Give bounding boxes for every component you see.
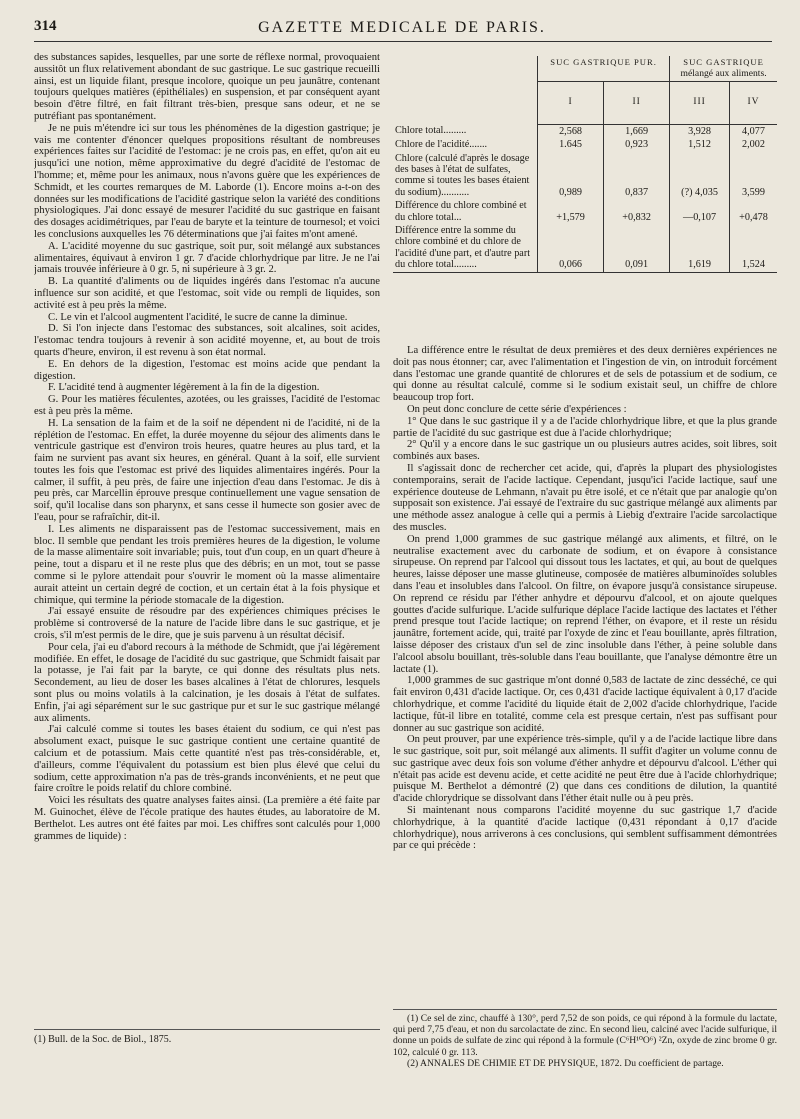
paragraph: H. La sensation de la faim et de la soif ne dépendent ni de l'acidité, ni de la réplétion de l'estomac. En effet, la durée moyenne du séjour des aliments dans le ventricule gastrique est d'environ trois heures, quatre heures au plus tard, et la faim ne survient pas avant six heures, en général. Quant à la soif, elle survient toutes les fois que l'estomac est privé des liquides alimentaires ingérés. Pour la calmer, il suffit, à peu près, de faire une injection d'eau dans l'estomac. Je dis à peu près, car Marcellin éprouve presque continuellement une vague sensation de soif, qu'il localise dans son pharynx, et sans cesse il humecte son gosier avec de l'eau, pour se rafraîchir, dit-il.	[34, 417, 380, 524]
paragraph: des substances sapides, lesquelles, par une sorte de réflexe normal, provoquaient aussitôt un flux relativement abondant de suc gastrique. Le suc gastrique recueilli ainsi, est un liquide filant, presque incolore, quoique un peu jaunâtre, contenant toujours quelques matières (épithéliales) en suspension, et par conséquent ayant besoin d'être filtré, en fait filtrant très-bien, presque sans odeur, et ne se putréfiant pas spontanément.	[34, 52, 380, 122]
paragraph: B. La quantité d'aliments ou de liquides ingérés dans l'estomac n'a aucune influence sur son acidité, et que l'estomac, soit vide ou rempli de liquides, son activité est à peu près la même.	[34, 276, 380, 311]
table-cell: 3,599	[729, 152, 777, 200]
paragraph: 1,000 grammes de suc gastrique m'ont donné 0,583 de lactate de zinc desséché, ce qui fait environ 0,431 d'acide lactique. Or, ces 0,431 d'acide lactique équivalent à 0,17 d'acide chlorhydrique, et comme l'acidité du liquide était de 2,002 d'acide chlorhydrique, l'acide lactique, fût-il libre en totalité, comme cela est presque certain, n'est pas suffisant pour donner au suc gastrique son acidité.	[393, 675, 777, 734]
paragraph: J'ai essayé ensuite de résoudre par des expériences chimiques précises le problème si controversé de la nature de l'acide libre dans le suc gastrique, et je crois, s'il m'est permis de le dire, que je suis parvenu à un résultat décisif.	[34, 606, 380, 642]
paragraph: A. L'acidité moyenne du suc gastrique, soit pur, soit mélangé aux substances alimentaires, équivaut à environ 1 gr. 7 d'acide chlorhydrique par litre. Je ne l'ai jamais trouvée inférieure à 0 gr. 5, ni supérieure à 3 gr. 2.	[34, 240, 380, 276]
paragraph: 2° Qu'il y a encore dans le suc gastrique un ou plusieurs autres acides, soit libres, soit combinés aux bases.	[393, 439, 777, 463]
paragraph: J'ai calculé comme si toutes les bases étaient du sodium, ce qui n'est pas absolument exact, puisque le suc gastrique contient une certaine quantité de calcium et de potassium. Mais cette quantité n'est pas très-considérable, et, d'ailleurs, comme l'équivalent du potassium est bien plus élevé que celui du sodium, cette approximation n'a pas de très-grands inconvénients, et ne peut que faire croître le poids relatif du chlore combiné.	[34, 724, 380, 795]
table-cell: +0,478	[729, 199, 777, 224]
column-header: III	[670, 81, 730, 124]
table-cell: 1,512	[670, 138, 730, 151]
header-pure-juice: SUC GASTRIQUE PUR.	[538, 56, 670, 81]
paragraph: 1° Que dans le suc gastrique il y a de l'acide chlorhydrique libre, et que la plus grande partie de l'acidité du suc gastrique est due à l'acide chlorhydrique;	[393, 415, 777, 439]
table-row	[393, 199, 777, 224]
paragraph: Voici les résultats des quatre analyses faites ainsi. (La première a été faite par M. Guinochet, élève de l'école pratique des hautes études, au laboratoire de M. Berthelot. Les autres ont été faites par moi. Les chiffres sont calculés pour 1,000 grammes de liquide) :	[34, 795, 380, 842]
paragraph: D. Si l'on injecte dans l'estomac des substances, soit alcalines, soit acides, l'estomac tendra toujours à revenir à son acidité moyenne, et, au bout de trois quarts d'heure, environ, il est revenu à son état normal.	[34, 323, 380, 358]
paragraph: Pour cela, j'ai eu d'abord recours à la méthode de Schmidt, que j'ai légèrement modifiée. En effet, le dosage de l'acidité du suc gastrique, que Schmidt faisait par la potasse, je l'ai fait par la baryte, ce qui donne des résultats plus nets. Secondement, au lieu de doser les bases alcalines à l'état de chlorures, lesquels sont plus ou moins volatils à la calcination, je les dosais à l'état de sulfates. Enfin, j'ai agi séparément sur le suc gastrique pur et sur le suc gastrique mélangé aux aliments.	[34, 641, 380, 724]
paragraph: Si maintenant nous comparons l'acidité moyenne du suc gastrique 1,7 d'acide chlorhydrique, à la quantité d'acide lactique (0,431 répondant à 0,17 d'acide chlorhydrique), nous arriverons à ces conclusions, qui semblent suffisamment démontrées par ce qui précède :	[393, 805, 777, 852]
row-label: Chlore de l'acidité.......	[395, 139, 488, 151]
table-cell: 0,923	[604, 138, 670, 151]
journal-title: GAZETTE MEDICALE DE PARIS.	[258, 19, 546, 36]
table-row	[393, 224, 777, 272]
page-header	[34, 18, 770, 40]
table-cell: 0,837	[604, 152, 670, 200]
table-cell: 1,524	[729, 224, 777, 272]
table-cell: 0,066	[538, 224, 604, 272]
table-cell: +1,579	[538, 199, 604, 224]
left-column	[34, 52, 380, 1018]
table-corner	[393, 81, 538, 124]
table-row	[393, 138, 777, 151]
analysis-table	[393, 56, 777, 273]
table-cell: 3,928	[670, 124, 730, 138]
footnote-rule	[393, 1009, 777, 1010]
header-rule	[34, 41, 772, 42]
footnote: (2) ANNALES DE CHIMIE ET DE PHYSIQUE, 1872. Du coefficient de partage.	[407, 1057, 724, 1069]
row-label: Différence entre la somme du chlore combiné et du chlore de l'acidité d'une part, et d'autre part du chlore total.........	[393, 224, 538, 272]
paragraph: On prend 1,000 grammes de suc gastrique mélangé aux aliments, et filtré, on le neutralise exactement avec du carbonate de sodium, et on évapore à consistance sirupeuse. On reprend par l'alcool qui dissout tous les lactates, et qui, au bout de quelques heures, laisse déposer une masse glutineuse, composée de matières albuminoïdes solubles dans l'eau et insolubles dans l'alcool. On filtre, on évapore jusqu'à consistance sirupeuse. On reprend ce résidu par l'éther anhydre et dépourvu d'alcool, et on ajoute quelques gouttes d'acide sulfurique. L'acide sulfurique déplace l'acide lactique des lactates et l'éther prend presque tout l'acide lactique; on reprend l'éther, on évapore, et il reste un résidu jaunâtre, fortement acide, qui, traité par l'oxyde de zinc et l'eau bouillante, après filtration, laisse déposer des cristaux d'un sel de zinc insoluble dans l'éther, à peine soluble dans l'alcool absolu bouillant, très-soluble dans l'eau bouillante, que l'analyse démontre être un lactate (1).	[393, 533, 777, 675]
table-cell: (?) 4,035	[670, 152, 730, 200]
table-cell: 0,989	[538, 152, 604, 200]
header-mixed-title: SUC GASTRIQUE	[683, 57, 764, 67]
table-cell: 2,002	[729, 138, 777, 151]
footnote: (1) Ce sel de zinc, chauffé à 130°, perd 7,52 de son poids, ce qui répond à la formule du lactate, qui perd 7,75 d'eau, et non du sarcolactate de zinc. En second lieu, calciné avec l'acide sulfurique, il donne un poids de sulfate de zinc qui répond à la formule (C⁶H¹⁰O⁶) ²Zn, oxyde de zinc brome 0 gr. 102, calculé 0 gr. 113.	[393, 1013, 777, 1058]
column-header: I	[538, 81, 604, 124]
footnote-rule	[34, 1029, 380, 1030]
paragraph: C. Le vin et l'alcool augmentent l'acidité, le sucre de canne la diminue.	[48, 311, 348, 323]
table-cell: 2,568	[538, 124, 604, 138]
table-cell: 1,669	[604, 124, 670, 138]
table-cell: —0,107	[670, 199, 730, 224]
table-cell: 1,619	[670, 224, 730, 272]
left-footnote: (1) Bull. de la Soc. de Biol., 1875.	[34, 1034, 172, 1045]
row-label: Chlore total.........	[395, 125, 467, 137]
paragraph: Je ne puis m'étendre ici sur tous les phénomènes de la digestion gastrique; je vais me contenter d'énoncer quelques propositions résultant de nombreuses expériences faites sur l'acidité de l'estomac: je ne crois pas, en effet, qu'on ait eu jusqu'ici une notion, même approximative du degré d'acidité de l'estomac de l'homme; et, même pour les animaux, nous n'avons guère que les expériences de Schmidt, et les courtes remarques de M. Laborde (1). Encore moins a-t-on des données sur les modifications de l'acidité gastrique selon la variété des conditions physiologiques. J'ai donc essayé de mesurer l'acidité du suc gastrique en faisant des dosages acidimétriques, par l'eau de baryte et la teinture de tournesol; et voici les conclusions auxquelles les 76 déterminations que j'ai faites m'ont amené.	[34, 122, 380, 240]
paragraph: On peut prouver, par une expérience très-simple, qu'il y a de l'acide lactique libre dans le suc gastrique, soit pur, soit mélangé aux aliments. Il suffit d'agiter un volume connu de suc gastrique avec deux fois son volume d'éther anhydre et dépourvu d'alcool. L'éther qui n'était pas acide est devenu acide, et cette acidité ne peut être due à l'acide chlorhydrique; puisque M. Berthelot a démontré (2) que dans ces conditions de dilution, la quantité d'acide chlorydrique se dissolvant dans l'éther était nulle ou à peu près.	[393, 734, 777, 805]
table-row	[393, 124, 777, 138]
table-cell: 1.645	[538, 138, 604, 151]
table-cell: 4,077	[729, 124, 777, 138]
paragraph: E. En dehors de la digestion, l'estomac est moins acide que pendant la digestion.	[34, 358, 380, 382]
page-number: 314	[34, 18, 57, 34]
table-corner	[393, 56, 538, 81]
column-header: II	[604, 81, 670, 124]
header-mixed-juice	[670, 56, 777, 81]
table-cell: +0,832	[604, 199, 670, 224]
table-cell: 0,091	[604, 224, 670, 272]
paragraph: Il s'agissait donc de rechercher cet acide, qui, d'après la plupart des physiologistes contemporains, serait de l'acide lactique. Cependant, jusqu'ici l'acide lactique, sauf une expérience douteuse de Lehmann, n'avait pu être isolé, et ce n'était que par analogie qu'on supposait son existence. J'ai essayé de l'extraire du suc gastrique mélangé aux aliments par une méthode assez analogue à celle qui a permis à Liebig d'extraire l'acide sarcolactique des muscles.	[393, 462, 777, 533]
paragraph: On peut donc conclure de cette série d'expériences :	[407, 403, 627, 415]
table-row	[393, 152, 777, 200]
paragraph: La différence entre le résultat de deux premières et des deux dernières expériences ne doit pas nous étonner; car, avec l'alimentation et l'ingestion de vin, on introduit forcément dans l'estomac une grande quantité de chlorures et de sels de potassium et de sodium, ce qui donne au résultat calculé, comme si le sodium existait seul, un chiffre de chlore beaucoup trop fort.	[393, 345, 777, 404]
column-header: IV	[729, 81, 777, 124]
paragraph: G. Pour les matières féculentes, azotées, ou les graisses, l'acidité de l'estomac est à peu près la même.	[34, 394, 380, 417]
header-mixed-subtitle: mélangé aux aliments.	[680, 68, 767, 80]
paragraph: I. Les aliments ne disparaissent pas de l'estomac successivement, mais en bloc. Il semble que pendant les trois premières heures de la digestion, le volume de la masse alimentaire soit invariable; puis, tout d'un coup, en un quart d'heure à peine, tout a disparu et il ne reste plus que des débris; en un mot, tout se passe comme si le pylore attendait pour s'ouvrir le moment où la masse alimentaire aurait atteint un certain degré de coction, et un certain état à la fois physique et chimique, qui termine la période stomacale de la digestion.	[34, 523, 380, 606]
row-label: Chlore (calculé d'après le dosage des bases à l'état de sulfates, comme si toutes les bases étaient du sodium)...........	[395, 152, 530, 198]
row-label: Différence du chlore combiné et du chlore total...	[395, 200, 527, 223]
paragraph: F. L'acidité tend à augmenter légèrement à la fin de la digestion.	[48, 382, 320, 394]
right-column	[393, 345, 777, 1007]
right-footnotes	[393, 1013, 777, 1069]
